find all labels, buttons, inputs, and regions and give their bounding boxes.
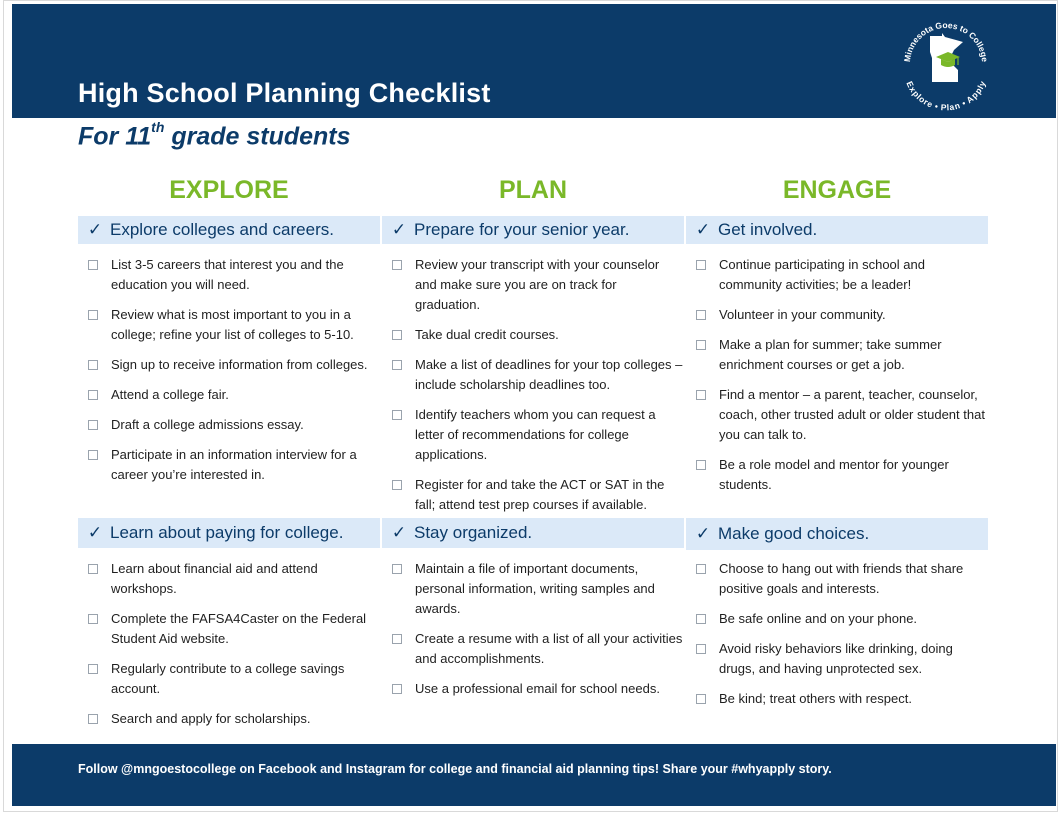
section-title: Explore colleges and careers. xyxy=(110,220,334,239)
checkbox[interactable] xyxy=(88,714,98,724)
checkmark-icon: ✓ xyxy=(391,523,407,542)
checkbox[interactable] xyxy=(392,260,402,270)
checkmark-icon: ✓ xyxy=(695,220,711,239)
checkbox[interactable] xyxy=(696,460,706,470)
checkbox[interactable] xyxy=(392,564,402,574)
checklist-item: Continue participating in school and community activities; be a leader! xyxy=(686,255,988,295)
checklist-item: Use a professional email for school needs. xyxy=(382,679,684,699)
checklist-item: Make a plan for summer; take summer enrichment courses or get a job. xyxy=(686,335,988,375)
section-make-good-choices xyxy=(686,518,988,719)
section-title: Get involved. xyxy=(718,220,818,239)
checklist-item: Draft a college admissions essay. xyxy=(78,415,380,435)
checklist-item: Regularly contribute to a college savings account. xyxy=(78,659,380,699)
checklist-item: Learn about financial aid and attend workshops. xyxy=(78,559,380,599)
svg-text:Explore • Plan • Apply xyxy=(904,79,987,112)
section-title: Prepare for your senior year. xyxy=(414,220,630,239)
checklist-item: Choose to hang out with friends that share positive goals and interests. xyxy=(686,559,988,599)
page-subtitle: For 11th grade students xyxy=(78,119,351,151)
checkbox[interactable] xyxy=(696,694,706,704)
checkmark-icon: ✓ xyxy=(695,524,711,543)
checkmark-icon: ✓ xyxy=(391,220,407,239)
checkbox[interactable] xyxy=(392,360,402,370)
checkbox[interactable] xyxy=(392,684,402,694)
checkbox[interactable] xyxy=(88,420,98,430)
checklist-item: Review what is most important to you in a college; refine your list of colleges to 5-10. xyxy=(78,305,380,345)
checklist-item: Find a mentor – a parent, teacher, counselor, coach, other trusted adult or older student that you can talk to. xyxy=(686,385,988,445)
section-header xyxy=(78,518,380,548)
checklist-item: Be kind; treat others with respect. xyxy=(686,689,988,709)
checklist-item: Search and apply for scholarships. xyxy=(78,709,380,729)
section-header xyxy=(382,216,684,244)
checkbox[interactable] xyxy=(88,564,98,574)
checklist-item: Be safe online and on your phone. xyxy=(686,609,988,629)
section-explore-colleges xyxy=(78,216,380,495)
section-title: Learn about paying for college. xyxy=(110,523,344,542)
checkbox[interactable] xyxy=(88,260,98,270)
column-heading-plan: PLAN xyxy=(498,176,568,204)
checklist-item: Complete the FAFSA4Caster on the Federal Student Aid website. xyxy=(78,609,380,649)
page-title: High School Planning Checklist xyxy=(78,78,491,108)
section-get-involved xyxy=(686,216,988,505)
checklist-item: List 3-5 careers that interest you and the education you will need. xyxy=(78,255,380,295)
checklist-item: Take dual credit courses. xyxy=(382,325,684,345)
section-header xyxy=(686,216,988,244)
checkbox[interactable] xyxy=(88,360,98,370)
column-heading-engage: ENGAGE xyxy=(782,176,892,204)
checkbox[interactable] xyxy=(392,410,402,420)
section-title: Make good choices. xyxy=(718,524,870,543)
checklist-item: Make a list of deadlines for your top colleges – include scholarship deadlines too. xyxy=(382,355,684,395)
column-heading-explore: EXPLORE xyxy=(169,176,289,204)
checkbox[interactable] xyxy=(392,480,402,490)
checkbox[interactable] xyxy=(696,644,706,654)
checkbox[interactable] xyxy=(88,450,98,460)
checkbox[interactable] xyxy=(88,664,98,674)
minnesota-goes-to-college-logo xyxy=(896,12,996,112)
checkbox[interactable] xyxy=(696,260,706,270)
section-header xyxy=(78,216,380,244)
checkbox[interactable] xyxy=(88,310,98,320)
footer-text: Follow @mngoestocollege on Facebook and Instagram for college and financial aid planning tips! Share your #whyapply story. xyxy=(78,762,832,776)
checklist-item: Participate in an information interview for a career you’re interested in. xyxy=(78,445,380,485)
section-header xyxy=(382,518,684,548)
checkbox[interactable] xyxy=(392,330,402,340)
section-paying-for-college xyxy=(78,518,380,739)
checklist-item: Avoid risky behaviors like drinking, doing drugs, and having unprotected sex. xyxy=(686,639,988,679)
checklist-item: Be a role model and mentor for younger students. xyxy=(686,455,988,495)
checkbox[interactable] xyxy=(696,390,706,400)
checkbox[interactable] xyxy=(88,390,98,400)
section-title: Stay organized. xyxy=(414,523,533,542)
checkbox[interactable] xyxy=(88,614,98,624)
checklist-item: Maintain a file of important documents, personal information, writing samples and awards. xyxy=(382,559,684,619)
checklist-item: Sign up to receive information from colleges. xyxy=(78,355,380,375)
checklist-item: Create a resume with a list of all your activities and accomplishments. xyxy=(382,629,684,669)
checkmark-icon: ✓ xyxy=(87,220,103,239)
checklist-item: Attend a college fair. xyxy=(78,385,380,405)
section-header xyxy=(686,518,988,550)
logo-bottom-text: Explore • Plan • Apply xyxy=(904,79,988,112)
logo-top-text: Minnesota Goes to College xyxy=(901,19,990,63)
checkbox[interactable] xyxy=(392,634,402,644)
checklist-item: Identify teachers whom you can request a letter of recommendations for college applications. xyxy=(382,405,684,465)
checkbox[interactable] xyxy=(696,614,706,624)
checklist-item: Register for and take the ACT or SAT in the fall; attend test prep courses if available. xyxy=(382,475,684,515)
section-stay-organized xyxy=(382,518,684,709)
checklist-item: Review your transcript with your counselor and make sure you are on track for graduation. xyxy=(382,255,684,315)
checkbox[interactable] xyxy=(696,310,706,320)
checkbox[interactable] xyxy=(696,340,706,350)
checkmark-icon: ✓ xyxy=(87,523,103,542)
section-prepare-senior-year xyxy=(382,216,684,525)
checkbox[interactable] xyxy=(696,564,706,574)
checklist-item: Volunteer in your community. xyxy=(686,305,988,325)
